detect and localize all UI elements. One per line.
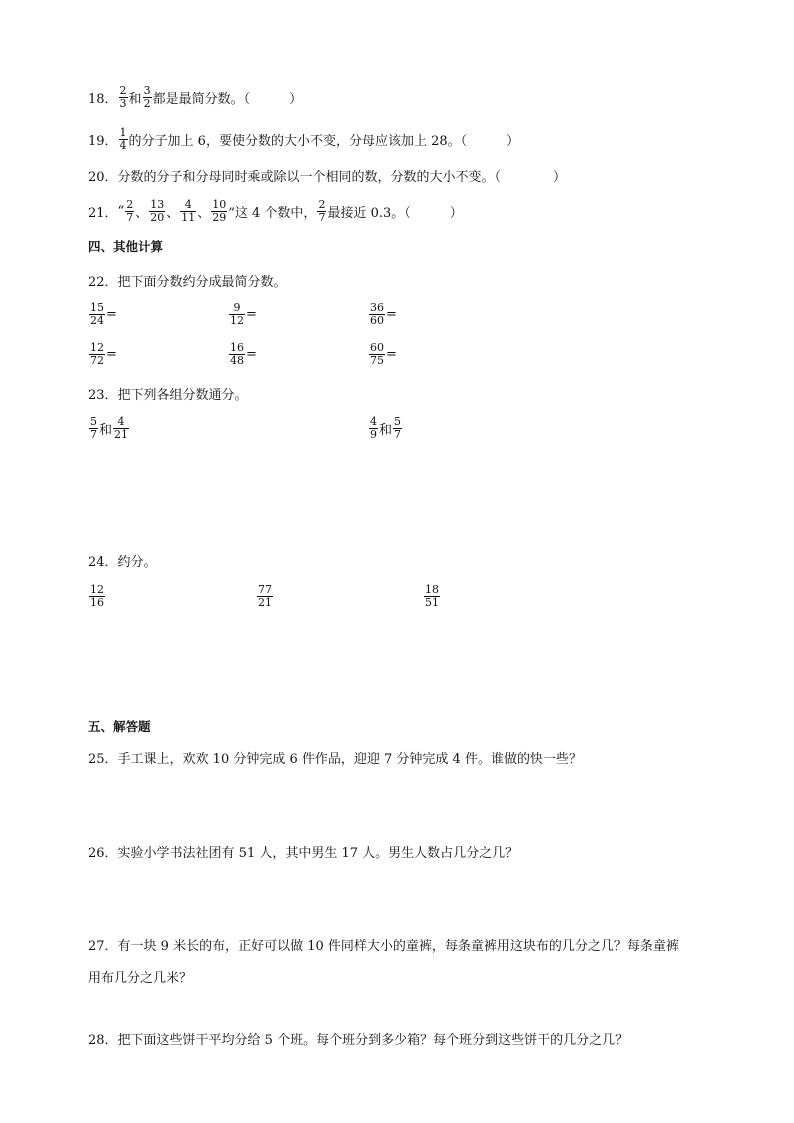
question-27-line-1: 27．有一块 9 米长的布，正好可以做 10 件同样大小的童裤，每条童裤用这块布的几分之几？每条童裤 bbox=[88, 938, 679, 954]
fraction-item: $\frac{60}{75}$ = bbox=[370, 340, 397, 367]
question-19: 19． $\frac{1}{4}$ 的分子加上 6，要使分数的大小不变，分母应该加上 28。（ ） bbox=[88, 125, 520, 152]
fraction: $\frac{2}{3}$ bbox=[119, 83, 127, 110]
fraction-pair: $\frac{4}{9}$ 和 $\frac{5}{7}$ bbox=[370, 414, 402, 441]
question-26: 26．实验小学书法社团有 51 人，其中男生 17 人。男生人数占几分之几？ bbox=[88, 845, 519, 861]
question-24-title: 24．约分。 bbox=[88, 554, 157, 570]
fraction: $\frac{10}{29}$ bbox=[212, 197, 227, 224]
fraction-pair: $\frac{5}{7}$ 和 $\frac{4}{21}$ bbox=[90, 414, 129, 441]
fraction-item: $\frac{18}{51}$ bbox=[425, 582, 439, 609]
fraction: $\frac{4}{11}$ bbox=[181, 197, 196, 224]
fraction: $\frac{2}{7}$ bbox=[126, 197, 134, 224]
question-21: 21． “ $\frac{2}{7}$ 、 $\frac{13}{20}$ 、 $\frac{4}{11}$ 、 $\frac{10}{29}$ ”这 4 个数中， $\frac{2}{7}$ 最接近 0.3。（ ） bbox=[88, 197, 463, 224]
question-23-title: 23．把下列各组分数通分。 bbox=[88, 387, 248, 403]
fraction: $\frac{1}{4}$ bbox=[119, 125, 127, 152]
question-25: 25．手工课上，欢欢 10 分钟完成 6 件作品，迎迎 7 分钟完成 4 件。谁做的快一些？ bbox=[88, 751, 582, 767]
fraction: $\frac{13}{20}$ bbox=[150, 197, 165, 224]
fraction-item: $\frac{16}{48}$ = bbox=[230, 340, 257, 367]
fraction-item: $\frac{12}{16}$ bbox=[90, 582, 104, 609]
section-heading-5: 五、解答题 bbox=[88, 719, 151, 734]
fraction-item: $\frac{9}{12}$ = bbox=[230, 300, 257, 327]
question-28: 28．把下面这些饼干平均分给 5 个班。每个班分到多少箱？每个班分到这些饼干的几分之几？ bbox=[88, 1032, 629, 1048]
question-27-line-2: 用布几分之几米？ bbox=[88, 970, 193, 986]
section-heading-4: 四、其他计算 bbox=[88, 239, 164, 254]
fraction-item: $\frac{77}{21}$ bbox=[258, 582, 272, 609]
question-18: 18． $\frac{2}{3}$ 和 $\frac{3}{2}$ 都是最简分数。（ ） bbox=[88, 83, 303, 110]
question-20: 20． 分数的分子和分母同时乘或除以一个相同的数，分数的大小不变。（ ） bbox=[88, 169, 567, 185]
fraction: $\frac{3}{2}$ bbox=[143, 83, 151, 110]
fraction-item: $\frac{12}{72}$ = bbox=[90, 340, 117, 367]
question-22-title: 22．把下面分数约分成最简分数。 bbox=[88, 274, 287, 290]
fraction-item: $\frac{36}{60}$ = bbox=[370, 300, 397, 327]
fraction: $\frac{2}{7}$ bbox=[318, 197, 326, 224]
fraction-item: $\frac{15}{24}$ = bbox=[90, 300, 117, 327]
